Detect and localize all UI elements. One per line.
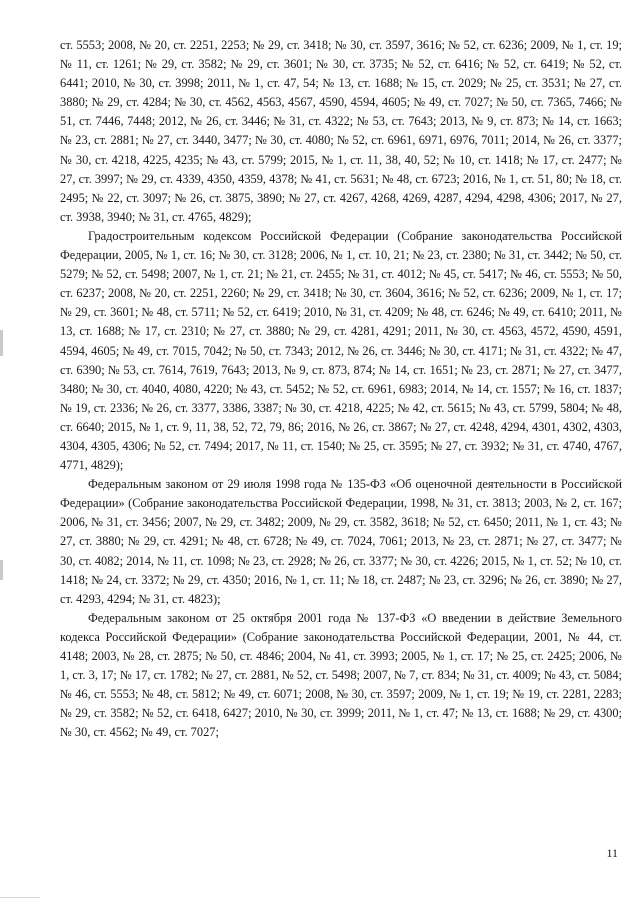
scan-artifact: [0, 897, 40, 898]
scan-artifact: [0, 560, 3, 580]
paragraph-town-planning-code: Градостроительным кодексом Российской Федерации (Собрание законодательства Российской Федерации, 2005, № 1, ст. 16; № 30, ст. 3128; 2006, № 1, ст. 10, 21; № 23, ст. 2380; № 31, ст. 3442; № 50, ст. 5279; № 52, ст. 5498; 2007, № 1, ст. 21; № 21, ст. 2455; № 31, ст. 4012; № 45, ст. 5417; № 46, ст. 5553; № 50, ст. 6237; 2008, № 20, ст. 2251, 2260; № 29, ст. 3418; № 30, ст. 3604, 3616; № 52, ст. 6236; 2009, № 1, ст. 17; № 29, ст. 3601; № 48, ст. 5711; № 52, ст. 6419; 2010, № 31, ст. 4209; № 48, ст. 6246; № 49, ст. 6410; 2011, № 13, ст. 1688; № 17, ст. 2310; № 27, ст. 3880; № 29, ст. 4281, 4291; 2011, № 30, ст. 4563, 4572, 4590, 4591, 4594, 4605; № 49, ст. 7015, 7042; № 50, ст. 7343; 2012, № 26, ст. 3446; № 30, ст. 4171; № 31, ст. 4322; № 47, ст. 6390; № 53, ст. 7614, 7619, 7643; 2013, № 9, ст. 873, 874; № 14, ст. 1651; № 23, ст. 2871; № 27, ст. 3477, 3480; № 30, ст. 4040, 4080, 4220; № 43, ст. 5452; № 52, ст. 6961, 6983; 2014, № 14, ст. 1557; № 16, ст. 1837; № 19, ст. 2336; № 26, ст. 3377, 3386, 3387; № 30, ст. 4218, 4225; № 42, ст. 5615; № 43, ст. 5799, 5804; № 48, ст. 6640; 2015, № 1, ст. 9, 11, 38, 52, 72, 79, 86; 2016, № 26, ст. 3867; № 27, ст. 4248, 4294, 4301, 4302, 4303, 4304, 4305, 4306; № 52, ст. 7494; 2017, № 11, ст. 1540; № 25, ст. 3595; № 27, ст. 3932; № 31, ст. 4740, 4767, 4771, 4829);: [60, 228, 622, 473]
page-number: 11: [606, 846, 618, 860]
paragraph-law-135-fz: Федеральным законом от 29 июля 1998 года № 135-ФЗ «Об оценочной деятельности в Российской Федерации» (Собрание законодательства Российской Федерации, 1998, № 31, ст. 3813; 2003, № 2, ст. 167; 2006, № 31, ст. 3456; 2007, № 29, ст. 3482; 2009, № 29, ст. 3582, 3618; № 52, ст. 6450; 2011, № 1, ст. 43; № 27, ст. 3880; № 29, ст. 4291; № 48, ст. 6728; № 49, ст. 7024, 7061; 2013, № 23, ст. 2871; № 27, ст. 3477; № 30, ст. 4082; 2014, № 11, ст. 1098; № 23, ст. 2928; № 26, ст. 3377; № 30, ст. 4226; 2015, № 1, ст. 52; № 10, ст. 1418; № 24, ст. 3372; № 29, ст. 4350; 2016, № 1, ст. 11; № 18, ст. 2487; № 23, ст. 3296; № 26, ст. 3890; № 27, ст. 4293, 4294; № 31, ст. 4823);: [60, 477, 622, 606]
scan-artifact: [0, 330, 3, 356]
paragraph-continuation: ст. 5553; 2008, № 20, ст. 2251, 2253; № 29, ст. 3418; № 30, ст. 3597, 3616; № 52, ст. 6236; 2009, № 1, ст. 19; № 11, ст. 1261; № 29, ст. 3582; № 29, ст. 3601; № 30, ст. 3735; № 52, ст. 6416; № 52, ст. 6419; № 52, ст. 6441; 2010, № 30, ст. 3998; 2011, № 1, ст. 47, 54; № 13, ст. 1688; № 15, ст. 2029; № 25, ст. 3531; № 27, ст. 3880; № 29, ст. 4284; № 30, ст. 4562, 4563, 4567, 4590, 4594, 4605; № 49, ст. 7027; № 50, ст. 7365, 7466; № 51, ст. 7446, 7448; 2012, № 26, ст. 3446; № 31, ст. 4322; № 53, ст. 7643; 2013, № 9, ст. 873; № 14, ст. 1663; № 23, ст. 2881; № 27, ст. 3440, 3477; № 30, ст. 4080; № 52, ст. 6961, 6971, 6976, 7011; 2014, № 26, ст. 3377; № 30, ст. 4218, 4225, 4235; № 43, ст. 5799; 2015, № 1, ст. 11, 38, 40, 52; № 10, ст. 1418; № 17, ст. 2477; № 27, ст. 3997; № 29, ст. 4339, 4350, 4359, 4378; № 41, ст. 5631; № 48, ст. 6723; 2016, № 1, ст. 51, 80; № 18, ст. 2495; № 22, ст. 3097; № 26, ст. 3875, 3890; № 27, ст. 4267, 4268, 4269, 4287, 4294, 4298, 4306; 2017, № 27, ст. 3938, 3940; № 31, ст. 4765, 4829);: [60, 38, 622, 224]
document-body: [60, 36, 622, 742]
paragraph-law-137-fz: Федеральным законом от 25 октября 2001 года № 137-ФЗ «О введении в действие Земельного кодекса Российской Федерации» (Собрание законодательства Российской Федерации, 2001, № 44, ст. 4148; 2003, № 28, ст. 2875; № 50, ст. 4846; 2004, № 41, ст. 3993; 2005, № 1, ст. 17; № 25, ст. 2425; 2006, № 1, ст. 3, 17; № 17, ст. 1782; № 27, ст. 2881, № 52, ст. 5498; 2007, № 7, ст. 834; № 31, ст. 4009; № 43, ст. 5084; № 46, ст. 5553; № 48, ст. 5812; № 49, ст. 6071; 2008, № 30, ст. 3597; 2009, № 1, ст. 19; № 19, ст. 2281, 2283; № 29, ст. 3582; № 52, ст. 6418, 6427; 2010, № 30, ст. 3999; 2011, № 1, ст. 47; № 13, ст. 1688; № 29, ст. 4300; № 30, ст. 4562; № 49, ст. 7027;: [60, 610, 622, 740]
